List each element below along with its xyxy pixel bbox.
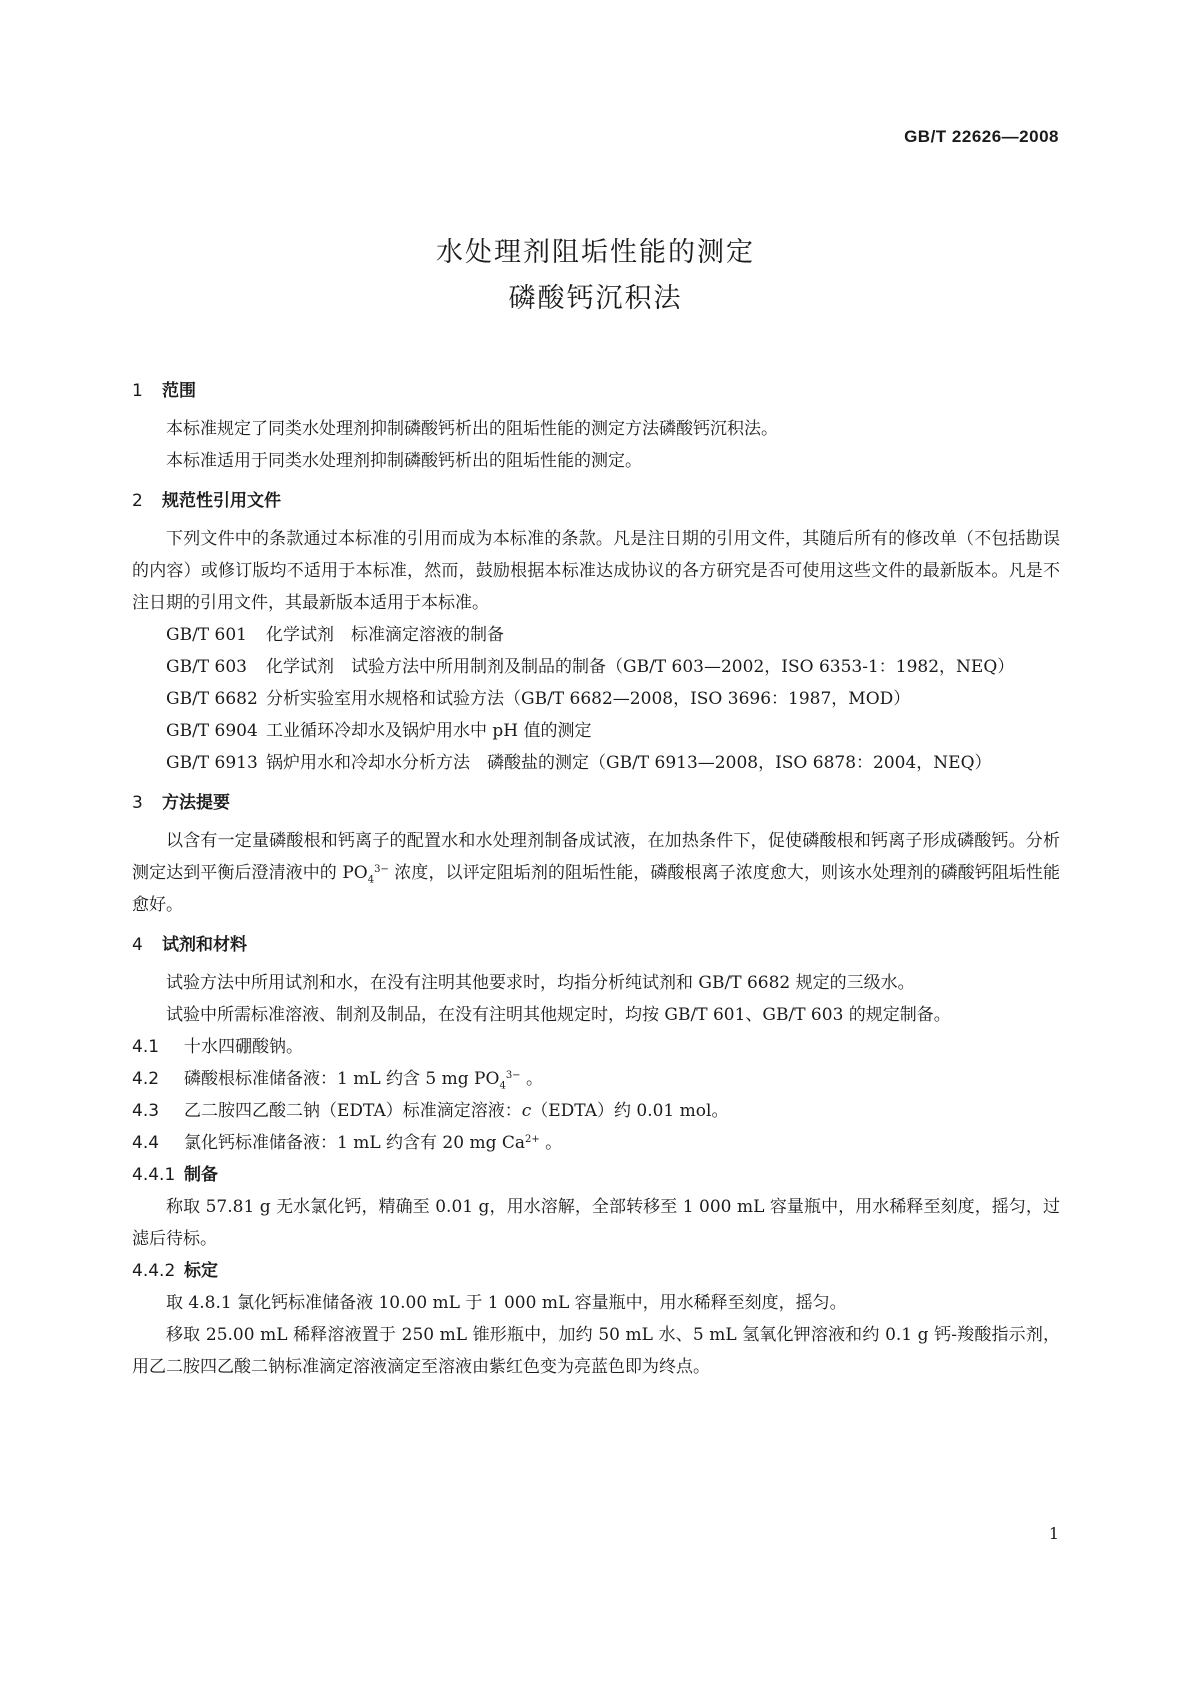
- clause-number: 4.3: [132, 1101, 160, 1121]
- section-title: 规范性引用文件: [162, 491, 281, 511]
- superscript: 3−: [505, 1070, 521, 1081]
- reference-item: [132, 651, 1060, 683]
- reference-code: GB/T 6913: [166, 753, 258, 773]
- subscript: 4: [367, 874, 375, 886]
- clause-text: （EDTA）约 0.01 mol。: [531, 1101, 729, 1121]
- section-number: 1: [132, 381, 143, 401]
- document-body: [132, 375, 1060, 1383]
- section-number: 4: [132, 935, 143, 955]
- section-title: 试剂和材料: [162, 935, 247, 955]
- subscript: 4: [499, 1080, 506, 1092]
- section-heading-principle: [132, 787, 1060, 819]
- clause-text: 。: [539, 1133, 563, 1153]
- superscript: 3−: [374, 864, 389, 875]
- reference-code: GB/T 6904: [166, 721, 258, 741]
- paragraph: 称取 57.81 g 无水氯化钙，精确至 0.01 g，用水溶解，全部转移至 1 000 mL 容量瓶中，用水稀释至刻度，摇匀，过滤后待标。: [132, 1197, 1060, 1249]
- reference-text: 分析实验室用水规格和试验方法（GB/T 6682—2008，ISO 3696：1987，MOD）: [266, 689, 911, 709]
- paragraph: 取 4.8.1 氯化钙标准储备液 10.00 mL 于 1 000 mL 容量瓶中，用水稀释至刻度，摇匀。: [166, 1293, 847, 1313]
- paragraph: 下列文件中的条款通过本标准的引用而成为本标准的条款。凡是注日期的引用文件，其随后所有的修改单（不包括勘误的内容）或修订版均不适用于本标准，然而，鼓励根据本标准达成协议的各方研究是否可使用这些文件的最新版本。凡是不注日期的引用文件，其最新版本适用于本标准。: [132, 529, 1060, 613]
- text-run: 以含有一定量磷酸根和钙离子的配置水和水处理剂制备成试液，在加热条件下，促使磷酸根和钙离子形成磷酸钙。分析测定达到平衡后澄清液中的 PO: [132, 831, 1060, 883]
- paragraph: 试验方法中所用试剂和水，在没有注明其他要求时，均指分析纯试剂和 GB/T 6682 规定的三级水。: [166, 973, 915, 993]
- clause-4-2: [132, 1063, 1060, 1095]
- clause-title: 制备: [184, 1165, 218, 1185]
- reference-text: 工业循环冷却水及锅炉用水中 pH 值的测定: [266, 721, 592, 741]
- clause-4-4-1-heading: [132, 1159, 1060, 1191]
- reference-item: [132, 715, 1060, 747]
- concentration-symbol: c: [521, 1101, 532, 1121]
- clause-4-3: [132, 1095, 1060, 1127]
- document-subtitle: 磷酸钙沉积法: [508, 283, 683, 314]
- paragraph: 移取 25.00 mL 稀释溶液置于 250 mL 锥形瓶中，加约 50 mL 水、5 mL 氢氧化钾溶液和约 0.1 g 钙-羧酸指示剂，用乙二胺四乙酸二钠标准滴定溶液滴定至溶液由紫红色变为亮蓝色即为终点。: [132, 1325, 1060, 1377]
- clause-text: 十水四硼酸钠。: [184, 1037, 303, 1057]
- reference-item: [132, 747, 1060, 779]
- reference-text: 化学试剂 试验方法中所用制剂及制品的制备（GB/T 603—2002，ISO 6353-1：1982，NEQ）: [266, 657, 1015, 677]
- clause-4-1: [132, 1031, 1060, 1063]
- section-heading-scope: [132, 375, 1060, 407]
- document-title: 水处理剂阻垢性能的测定: [436, 237, 755, 268]
- reference-code: GB/T 603: [166, 657, 247, 677]
- clause-text: 。: [520, 1069, 543, 1089]
- clause-number: 4.1: [132, 1037, 160, 1057]
- reference-item: [132, 683, 1060, 715]
- clause-text: 乙二胺四乙酸二钠（EDTA）标准滴定溶液：: [184, 1101, 522, 1121]
- clause-4-4: [132, 1127, 1060, 1159]
- reference-code: GB/T 601: [166, 625, 247, 645]
- clause-number: 4.4: [132, 1133, 160, 1153]
- reference-code: GB/T 6682: [166, 689, 258, 709]
- clause-number: 4.4.1: [132, 1165, 176, 1185]
- reference-text: 化学试剂 标准滴定溶液的制备: [266, 625, 504, 645]
- reference-item: [132, 619, 1060, 651]
- clause-text: 氯化钙标准储备液：1 mL 约含有 20 mg Ca: [184, 1133, 526, 1153]
- page-number: 1: [1048, 1524, 1059, 1543]
- section-number: 3: [132, 793, 143, 813]
- paragraph: 试验中所需标准溶液、制剂及制品，在没有注明其他规定时，均按 GB/T 601、GB/T 603 的规定制备。: [166, 1005, 951, 1025]
- paragraph: 本标准规定了同类水处理剂抑制磷酸钙析出的阻垢性能的测定方法磷酸钙沉积法。: [166, 419, 778, 439]
- clause-number: 4.4.2: [132, 1261, 176, 1281]
- paragraph: 本标准适用于同类水处理剂抑制磷酸钙析出的阻垢性能的测定。: [166, 451, 642, 471]
- clause-text: 磷酸根标准储备液：1 mL 约含 5 mg PO: [184, 1069, 500, 1089]
- section-title: 方法提要: [162, 793, 230, 813]
- section-title: 范围: [162, 381, 196, 401]
- paragraph: [132, 825, 1060, 921]
- superscript: 2+: [525, 1134, 540, 1145]
- section-heading-reagents: [132, 929, 1060, 961]
- clause-4-4-2-heading: [132, 1255, 1060, 1287]
- section-number: 2: [132, 491, 143, 511]
- section-heading-normative-references: [132, 485, 1060, 517]
- clause-title: 标定: [184, 1261, 218, 1281]
- clause-number: 4.2: [132, 1069, 160, 1089]
- standard-number: GB/T 22626—2008: [904, 127, 1059, 146]
- text-run: 浓度，以评定阻垢剂的阻垢性能，磷酸根离子浓度愈大，则该水处理剂的磷酸钙阻垢性能愈好。: [132, 863, 1060, 915]
- reference-text: 锅炉用水和冷却水分析方法 磷酸盐的测定（GB/T 6913—2008，ISO 6878：2004，NEQ）: [266, 753, 992, 773]
